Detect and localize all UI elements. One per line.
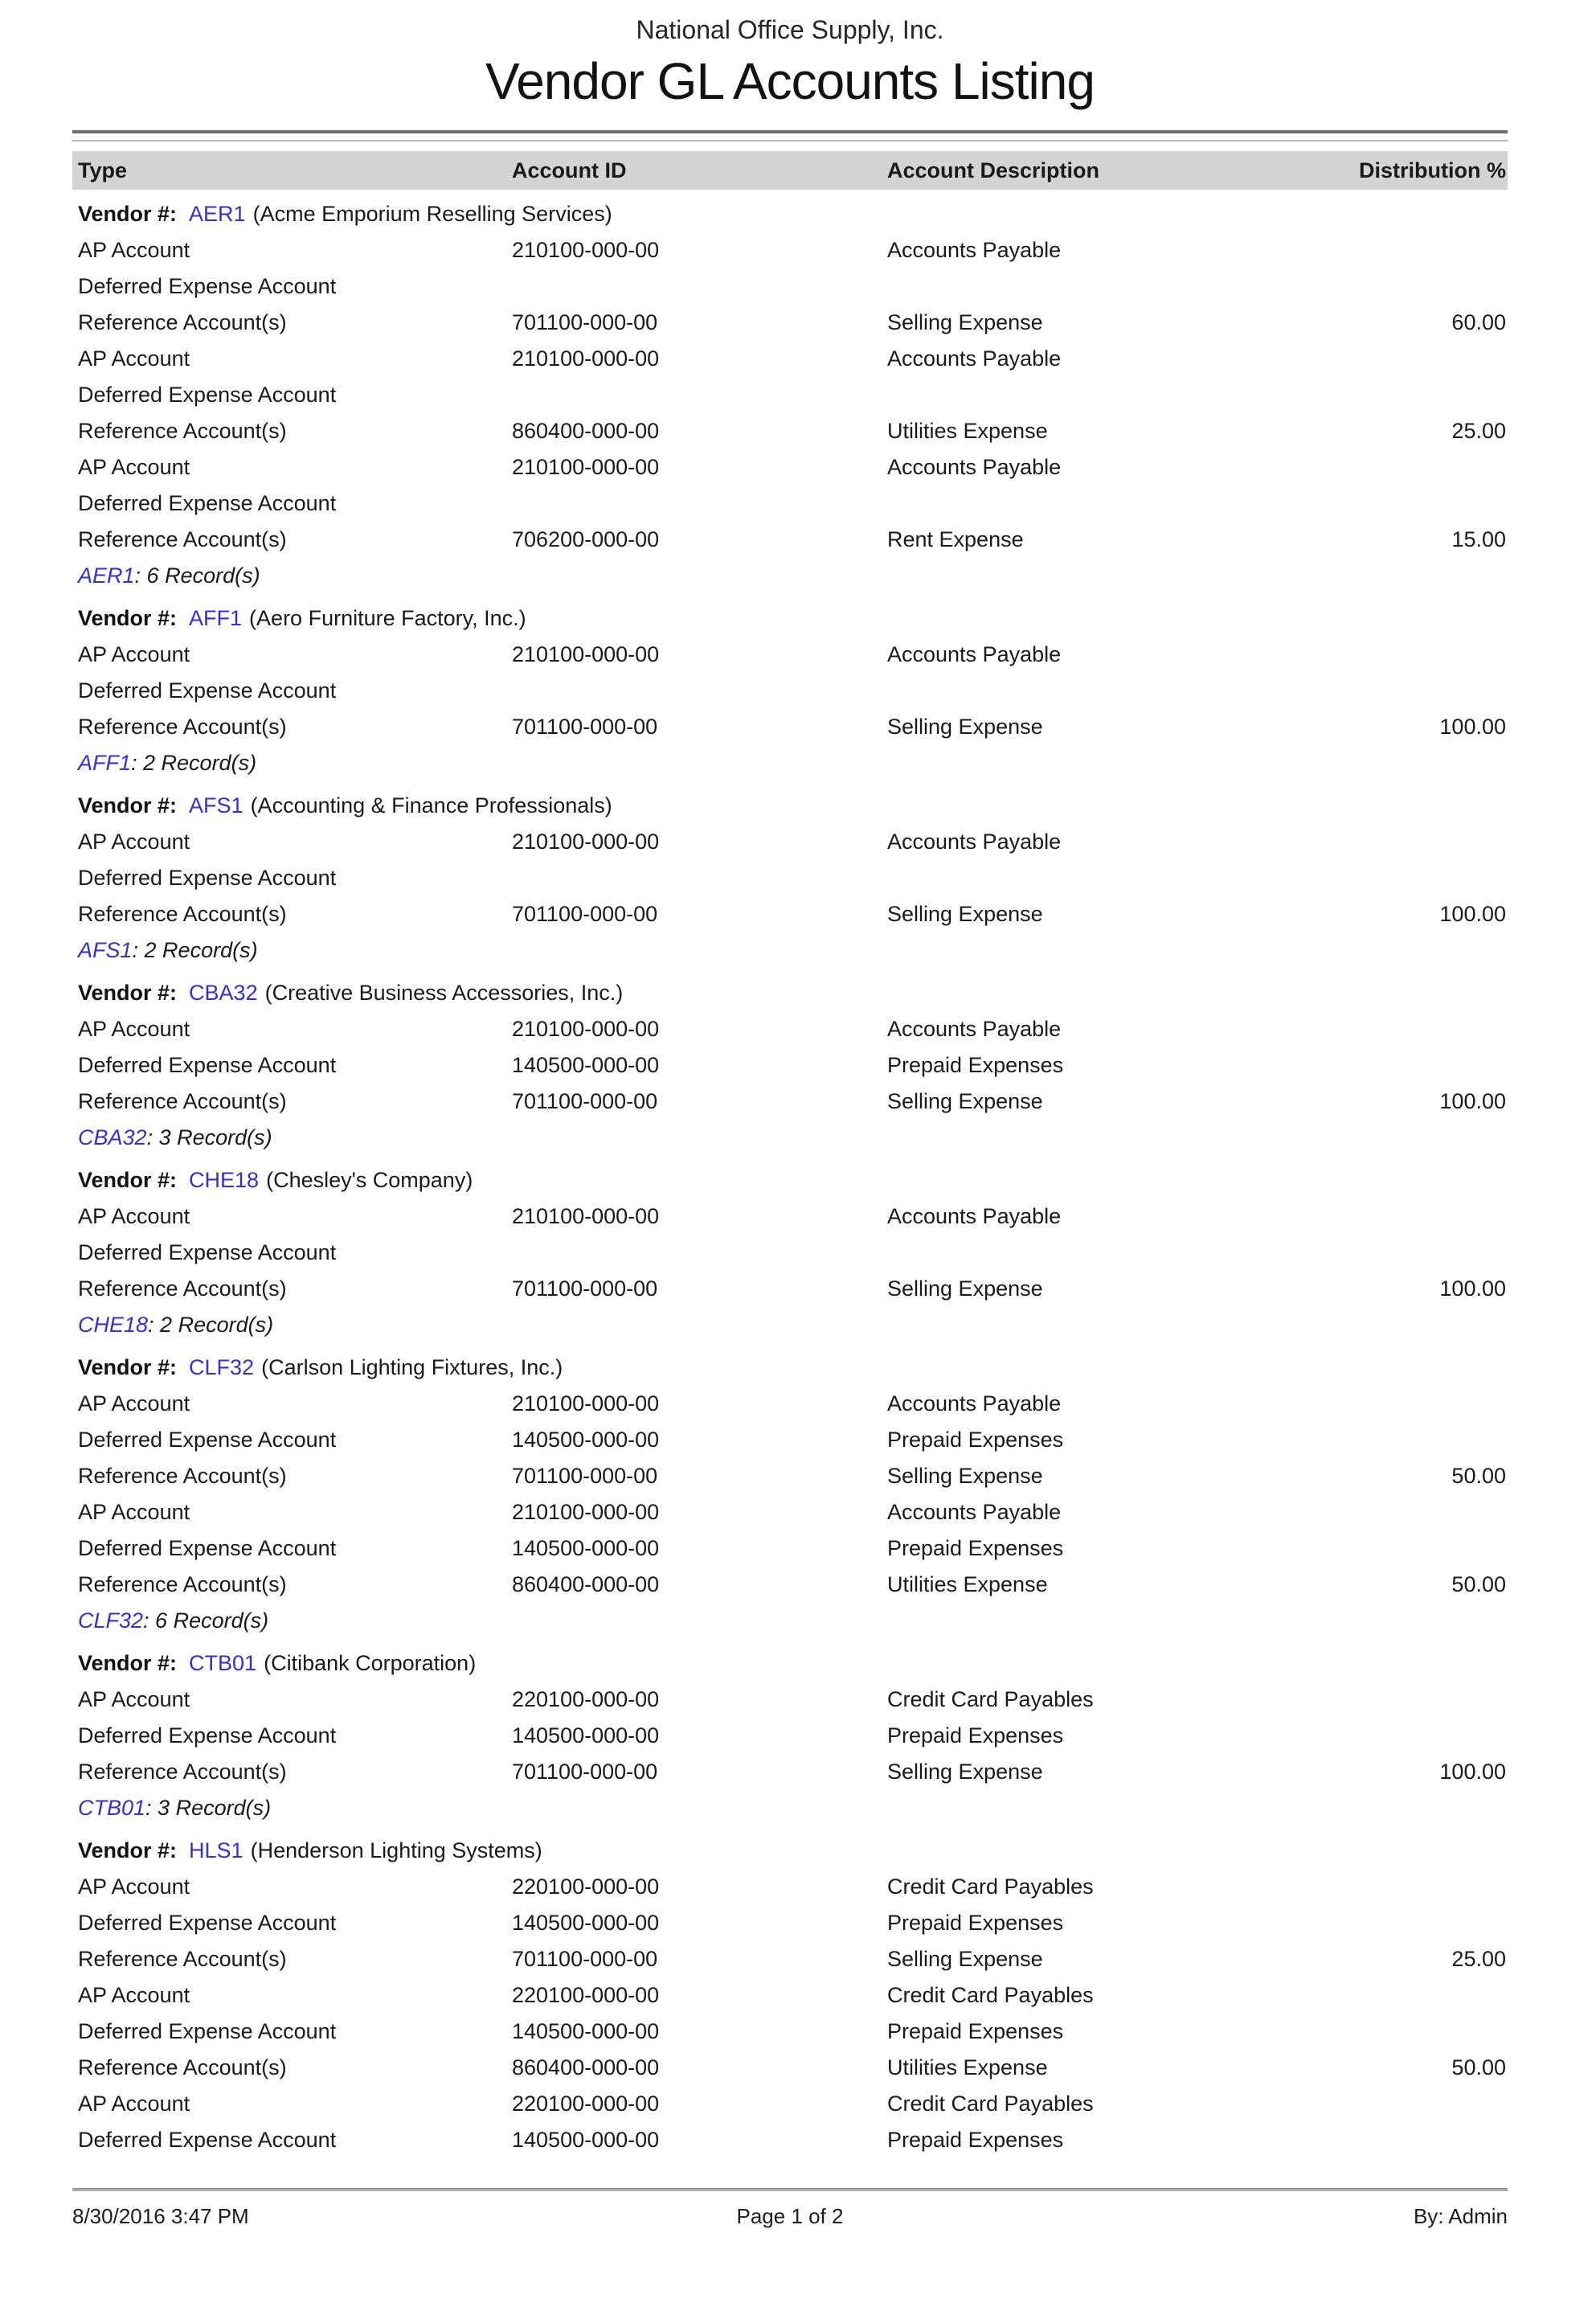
vendor-code-link[interactable]: AFF1 — [78, 751, 132, 775]
table-row — [72, 341, 1508, 377]
vendor-code-link[interactable]: CHE18 — [78, 1313, 149, 1337]
cell-type: AP Account — [78, 346, 190, 371]
cell-type: Reference Account(s) — [78, 2055, 287, 2079]
cell-account-description: Selling Expense — [887, 715, 1043, 739]
cell-account-id: 210100-000-00 — [512, 642, 660, 666]
cell-account-description: Utilities Expense — [887, 1572, 1048, 1596]
column-header-account-description: Account Description — [887, 158, 1100, 182]
cell-account-id: 220100-000-00 — [512, 1875, 660, 1899]
table-row — [72, 1530, 1508, 1567]
cell-account-id: 860400-000-00 — [512, 2055, 660, 2079]
cell-account-id: 220100-000-00 — [512, 1687, 660, 1711]
cell-type: Reference Account(s) — [78, 1089, 287, 1113]
vendor-code-link[interactable]: CHE18 — [189, 1168, 260, 1192]
title-rule-dark — [72, 130, 1508, 133]
company-name: National Office Supply, Inc. — [636, 15, 944, 44]
table-row — [72, 2050, 1508, 2086]
cell-type: AP Account — [78, 1983, 190, 2007]
table-row — [72, 824, 1508, 860]
cell-account-description: Utilities Expense — [887, 419, 1048, 443]
table-row — [72, 709, 1508, 745]
table-row — [72, 1682, 1508, 1718]
record-count: : 3 Record(s) — [145, 1796, 272, 1820]
vendor-code-link[interactable]: CBA32 — [189, 981, 258, 1005]
table-row — [72, 1047, 1508, 1084]
vendor-label: Vendor #: — [78, 793, 178, 817]
cell-type: Deferred Expense Account — [78, 1053, 337, 1077]
group-summary-row — [72, 1307, 1508, 1343]
table-row — [72, 2086, 1508, 2122]
cell-account-id: 210100-000-00 — [512, 238, 660, 262]
footer-page-number: Page 1 of 2 — [736, 2204, 844, 2228]
cell-account-id: 210100-000-00 — [512, 1500, 660, 1524]
vendor-name: (Creative Business Accessories, Inc.) — [264, 981, 624, 1005]
table-row — [72, 1235, 1508, 1271]
cell-account-description: Selling Expense — [887, 1947, 1043, 1971]
table-row — [72, 1718, 1508, 1754]
table-row — [72, 1869, 1508, 1905]
cell-account-id: 210100-000-00 — [512, 346, 660, 371]
vendor-code-link[interactable]: CTB01 — [189, 1651, 257, 1675]
cell-account-id: 210100-000-00 — [512, 455, 660, 479]
table-row — [72, 449, 1508, 486]
table-row — [72, 1084, 1508, 1120]
vendor-name: (Aero Furniture Factory, Inc.) — [249, 606, 526, 630]
cell-distribution: 100.00 — [1439, 715, 1506, 739]
vendor-header-row — [72, 600, 1508, 637]
vendor-code-link[interactable]: CLF32 — [78, 1608, 144, 1633]
cell-type: AP Account — [78, 2092, 190, 2116]
vendor-code-link[interactable]: CBA32 — [78, 1125, 147, 1149]
vendor-header-row — [72, 788, 1508, 824]
report-body — [72, 196, 1508, 2158]
cell-type: AP Account — [78, 642, 190, 666]
table-row — [72, 1567, 1508, 1603]
cell-account-description: Utilities Expense — [887, 2055, 1048, 2079]
page-title: Vendor GL Accounts Listing — [485, 52, 1095, 110]
cell-type: Reference Account(s) — [78, 1947, 287, 1971]
cell-account-id: 210100-000-00 — [512, 1017, 660, 1041]
table-row — [72, 1494, 1508, 1530]
vendor-label: Vendor #: — [78, 1651, 178, 1675]
cell-account-id: 140500-000-00 — [512, 2019, 660, 2043]
cell-distribution: 100.00 — [1439, 902, 1506, 926]
group-summary-row — [72, 1790, 1508, 1826]
cell-type: AP Account — [78, 238, 190, 262]
table-row — [72, 1386, 1508, 1422]
cell-account-id: 210100-000-00 — [512, 830, 660, 854]
group-summary-row — [72, 1120, 1508, 1156]
cell-account-description: Selling Expense — [887, 902, 1043, 926]
cell-account-id: 140500-000-00 — [512, 1536, 660, 1560]
cell-type: Reference Account(s) — [78, 1276, 287, 1301]
record-count: : 6 Record(s) — [134, 563, 260, 588]
cell-account-description: Accounts Payable — [887, 1500, 1062, 1524]
cell-account-id: 220100-000-00 — [512, 1983, 660, 2007]
cell-account-id: 706200-000-00 — [512, 527, 660, 551]
vendor-name: (Chesley's Company) — [266, 1168, 473, 1192]
cell-distribution: 100.00 — [1439, 1276, 1506, 1301]
table-row — [72, 377, 1508, 413]
cell-distribution: 15.00 — [1451, 527, 1506, 551]
cell-type: Deferred Expense Account — [78, 1240, 337, 1264]
cell-type: Reference Account(s) — [78, 527, 287, 551]
cell-account-id: 210100-000-00 — [512, 1204, 660, 1228]
cell-account-description: Selling Expense — [887, 1276, 1043, 1301]
cell-account-id: 140500-000-00 — [512, 1723, 660, 1748]
cell-type: AP Account — [78, 1204, 190, 1228]
cell-account-id: 860400-000-00 — [512, 419, 660, 443]
vendor-code-link[interactable]: AER1 — [78, 563, 135, 588]
cell-type: AP Account — [78, 1017, 190, 1041]
cell-distribution: 60.00 — [1451, 310, 1506, 334]
cell-account-id: 701100-000-00 — [512, 1089, 658, 1113]
cell-account-description: Selling Expense — [887, 1464, 1043, 1488]
vendor-name: (Acme Emporium Reselling Services) — [252, 202, 612, 226]
table-row — [72, 1458, 1508, 1494]
table-row — [72, 2014, 1508, 2050]
record-count: : 2 Record(s) — [132, 938, 258, 962]
cell-type: Reference Account(s) — [78, 310, 287, 334]
vendor-label: Vendor #: — [78, 606, 178, 630]
table-row — [72, 1198, 1508, 1235]
vendor-header-row — [72, 975, 1508, 1011]
footer-user: By: Admin — [1413, 2204, 1508, 2228]
cell-account-description: Credit Card Payables — [887, 1875, 1094, 1899]
cell-account-id: 701100-000-00 — [512, 1947, 658, 1971]
table-row — [72, 522, 1508, 558]
cell-account-id: 210100-000-00 — [512, 1391, 660, 1416]
footer-datetime: 8/30/2016 3:47 PM — [72, 2204, 249, 2228]
record-count: : 2 Record(s) — [148, 1313, 274, 1337]
group-summary-row — [72, 932, 1508, 969]
cell-account-id: 701100-000-00 — [512, 1464, 658, 1488]
title-rule-light — [72, 140, 1508, 141]
vendor-header-row — [72, 1350, 1508, 1386]
vendor-name: (Citibank Corporation) — [264, 1651, 477, 1675]
group-summary-row — [72, 558, 1508, 594]
cell-type: Deferred Expense Account — [78, 491, 337, 515]
group-summary-row — [72, 1603, 1508, 1639]
vendor-code-link[interactable]: CTB01 — [78, 1796, 146, 1820]
cell-account-description: Prepaid Expenses — [887, 1911, 1064, 1935]
cell-account-id: 220100-000-00 — [512, 2092, 660, 2116]
table-row — [72, 1905, 1508, 1941]
cell-account-description: Accounts Payable — [887, 1017, 1062, 1041]
cell-account-description: Prepaid Expenses — [887, 1053, 1064, 1077]
cell-account-id: 701100-000-00 — [512, 310, 658, 334]
table-row — [72, 1422, 1508, 1458]
group-summary-row — [72, 745, 1508, 781]
cell-type: Reference Account(s) — [78, 715, 287, 739]
vendor-code-link[interactable]: HLS1 — [189, 1838, 243, 1862]
cell-account-description: Accounts Payable — [887, 642, 1062, 666]
table-row — [72, 1271, 1508, 1307]
cell-account-id: 701100-000-00 — [512, 1276, 658, 1301]
column-header-account-id: Account ID — [512, 158, 627, 182]
table-row — [72, 860, 1508, 896]
cell-distribution: 100.00 — [1439, 1089, 1506, 1113]
cell-type: Deferred Expense Account — [78, 1536, 337, 1560]
cell-type: Deferred Expense Account — [78, 2128, 337, 2152]
vendor-label: Vendor #: — [78, 981, 178, 1005]
vendor-code-link[interactable]: AER1 — [189, 202, 246, 226]
cell-type: Deferred Expense Account — [78, 2019, 337, 2043]
table-row — [72, 896, 1508, 932]
cell-account-description: Prepaid Expenses — [887, 1536, 1064, 1560]
cell-type: AP Account — [78, 1687, 190, 1711]
cell-type: Reference Account(s) — [78, 902, 287, 926]
table-row — [72, 1754, 1508, 1790]
table-row — [72, 486, 1508, 522]
cell-account-id: 701100-000-00 — [512, 1760, 658, 1784]
table-row — [72, 1977, 1508, 2014]
cell-account-description: Prepaid Expenses — [887, 2128, 1064, 2152]
cell-type: Deferred Expense Account — [78, 866, 337, 890]
cell-account-description: Accounts Payable — [887, 346, 1062, 371]
cell-distribution: 50.00 — [1451, 2055, 1506, 2079]
record-count: : 6 Record(s) — [143, 1608, 269, 1633]
table-row — [72, 1941, 1508, 1977]
cell-type: Deferred Expense Account — [78, 274, 337, 298]
vendor-code-link[interactable]: AFS1 — [189, 793, 243, 817]
cell-type: AP Account — [78, 1500, 190, 1524]
cell-account-description: Accounts Payable — [887, 238, 1062, 262]
cell-type: Reference Account(s) — [78, 419, 287, 443]
cell-account-id: 701100-000-00 — [512, 902, 658, 926]
vendor-label: Vendor #: — [78, 1168, 178, 1192]
cell-type: AP Account — [78, 1391, 190, 1416]
vendor-name: (Carlson Lighting Fixtures, Inc.) — [261, 1355, 563, 1379]
table-header-row — [72, 151, 1508, 190]
cell-type: Reference Account(s) — [78, 1572, 287, 1596]
table-row — [72, 637, 1508, 673]
cell-account-description: Accounts Payable — [887, 830, 1062, 854]
cell-account-id: 140500-000-00 — [512, 1428, 660, 1452]
column-header-distribution: Distribution % — [1359, 158, 1506, 182]
table-row — [72, 268, 1508, 305]
cell-account-id: 140500-000-00 — [512, 2128, 660, 2152]
vendor-header-row — [72, 1162, 1508, 1198]
cell-type: Deferred Expense Account — [78, 1428, 337, 1452]
cell-account-description: Credit Card Payables — [887, 1687, 1094, 1711]
cell-type: AP Account — [78, 1875, 190, 1899]
vendor-code-link[interactable]: AFF1 — [189, 606, 243, 630]
cell-type: AP Account — [78, 830, 190, 854]
table-row — [72, 2122, 1508, 2158]
cell-account-id: 701100-000-00 — [512, 715, 658, 739]
cell-type: Deferred Expense Account — [78, 383, 337, 407]
cell-account-id: 860400-000-00 — [512, 1572, 660, 1596]
cell-account-id: 140500-000-00 — [512, 1911, 660, 1935]
cell-type: Deferred Expense Account — [78, 1723, 337, 1748]
vendor-header-row — [72, 1833, 1508, 1869]
table-row — [72, 1011, 1508, 1047]
vendor-label: Vendor #: — [78, 202, 178, 226]
cell-account-id: 140500-000-00 — [512, 1053, 660, 1077]
cell-account-description: Accounts Payable — [887, 1391, 1062, 1416]
cell-account-description: Prepaid Expenses — [887, 2019, 1064, 2043]
record-count: : 2 Record(s) — [131, 751, 257, 775]
cell-account-description: Credit Card Payables — [887, 1983, 1094, 2007]
vendor-name: (Accounting & Finance Professionals) — [250, 793, 612, 817]
table-row — [72, 673, 1508, 709]
cell-account-description: Prepaid Expenses — [887, 1723, 1064, 1748]
cell-account-description: Prepaid Expenses — [887, 1428, 1064, 1452]
cell-account-description: Selling Expense — [887, 1089, 1043, 1113]
report-footer — [72, 2188, 1508, 2229]
cell-account-description: Rent Expense — [887, 527, 1024, 551]
footer-rule — [72, 2188, 1508, 2191]
cell-distribution: 25.00 — [1451, 419, 1506, 443]
report-page — [72, 0, 1508, 2158]
cell-account-description: Credit Card Payables — [887, 2092, 1094, 2116]
vendor-header-row — [72, 1645, 1508, 1682]
vendor-label: Vendor #: — [78, 1838, 178, 1862]
cell-type: Deferred Expense Account — [78, 678, 337, 703]
cell-distribution: 50.00 — [1451, 1464, 1506, 1488]
cell-account-description: Selling Expense — [887, 310, 1043, 334]
cell-account-description: Accounts Payable — [887, 1204, 1062, 1228]
vendor-label: Vendor #: — [78, 1355, 178, 1379]
column-header-type: Type — [78, 158, 128, 182]
cell-type: Reference Account(s) — [78, 1760, 287, 1784]
table-row — [72, 413, 1508, 449]
table-row — [72, 232, 1508, 268]
cell-type: Reference Account(s) — [78, 1464, 287, 1488]
cell-type: AP Account — [78, 455, 190, 479]
cell-distribution: 100.00 — [1439, 1760, 1506, 1784]
table-row — [72, 305, 1508, 341]
vendor-code-link[interactable]: CLF32 — [189, 1355, 255, 1379]
cell-distribution: 50.00 — [1451, 1572, 1506, 1596]
cell-distribution: 25.00 — [1451, 1947, 1506, 1971]
vendor-header-row — [72, 196, 1508, 232]
vendor-name: (Henderson Lighting Systems) — [250, 1838, 542, 1862]
cell-account-description: Accounts Payable — [887, 455, 1062, 479]
cell-type: Deferred Expense Account — [78, 1911, 337, 1935]
record-count: : 3 Record(s) — [146, 1125, 272, 1149]
vendor-code-link[interactable]: AFS1 — [78, 938, 133, 962]
cell-account-description: Selling Expense — [887, 1760, 1043, 1784]
